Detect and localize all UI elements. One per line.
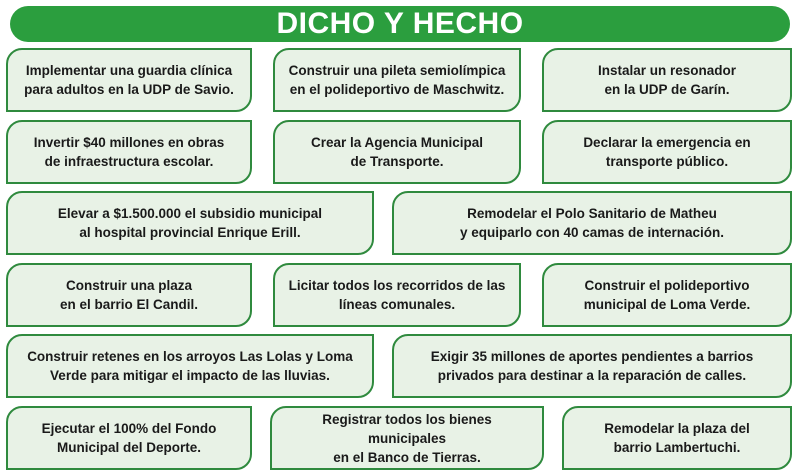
promise-text: Implementar una guardia clínica para adultos en la UDP de Savio. [24,63,234,97]
promise-card [6,334,374,398]
promise-text: Registrar todos los bienes municipales en el Banco de Tierras. [322,411,492,465]
promise-card [273,120,521,184]
promise-card [542,120,792,184]
promise-text: Remodelar la plaza del barrio Lambertuchi. [604,421,750,455]
promise-card [6,406,252,470]
promise-text: Remodelar el Polo Sanitario de Matheu y equiparlo con 40 camas de internación. [459,206,725,240]
promise-card [6,120,252,184]
promise-card [6,191,374,255]
promise-card [6,263,252,327]
promise-text: Elevar a $1.500.000 el subsidio municipal al hospital provincial Enrique Erill. [57,206,323,240]
promise-text: Construir una plaza en el barrio El Candil. [59,278,199,312]
promise-card [273,48,521,112]
promise-card [392,191,792,255]
promise-text: Ejecutar el 100% del Fondo Municipal del Deporte. [41,421,217,455]
promise-text: Invertir $40 millones en obras de infraestructura escolar. [33,135,225,169]
page-title: DICHO Y HECHO [276,7,524,40]
promise-card [542,263,792,327]
promise-card [542,48,792,112]
promise-text: Exigir 35 millones de aportes pendientes a barrios privados para destinar a la reparación de calles. [430,349,754,383]
promise-text: Construir retenes en los arroyos Las Lolas y Loma Verde para mitigar el impacto de las lluvias. [27,349,353,383]
promise-text: Declarar la emergencia en transporte público. [583,135,751,169]
promise-card [6,48,252,112]
promise-card [392,334,792,398]
title-banner [10,6,790,42]
promise-text: Construir el polideportivo municipal de Loma Verde. [583,278,751,312]
promise-card [562,406,792,470]
promise-text: Crear la Agencia Municipal de Transporte. [310,135,484,169]
promise-text: Construir una pileta semiolímpica en el polideportivo de Maschwitz. [288,63,506,97]
promise-card [273,263,521,327]
promise-text: Licitar todos los recorridos de las líneas comunales. [288,278,506,312]
promise-card [270,406,544,470]
promise-text: Instalar un resonador en la UDP de Garín. [597,63,737,97]
